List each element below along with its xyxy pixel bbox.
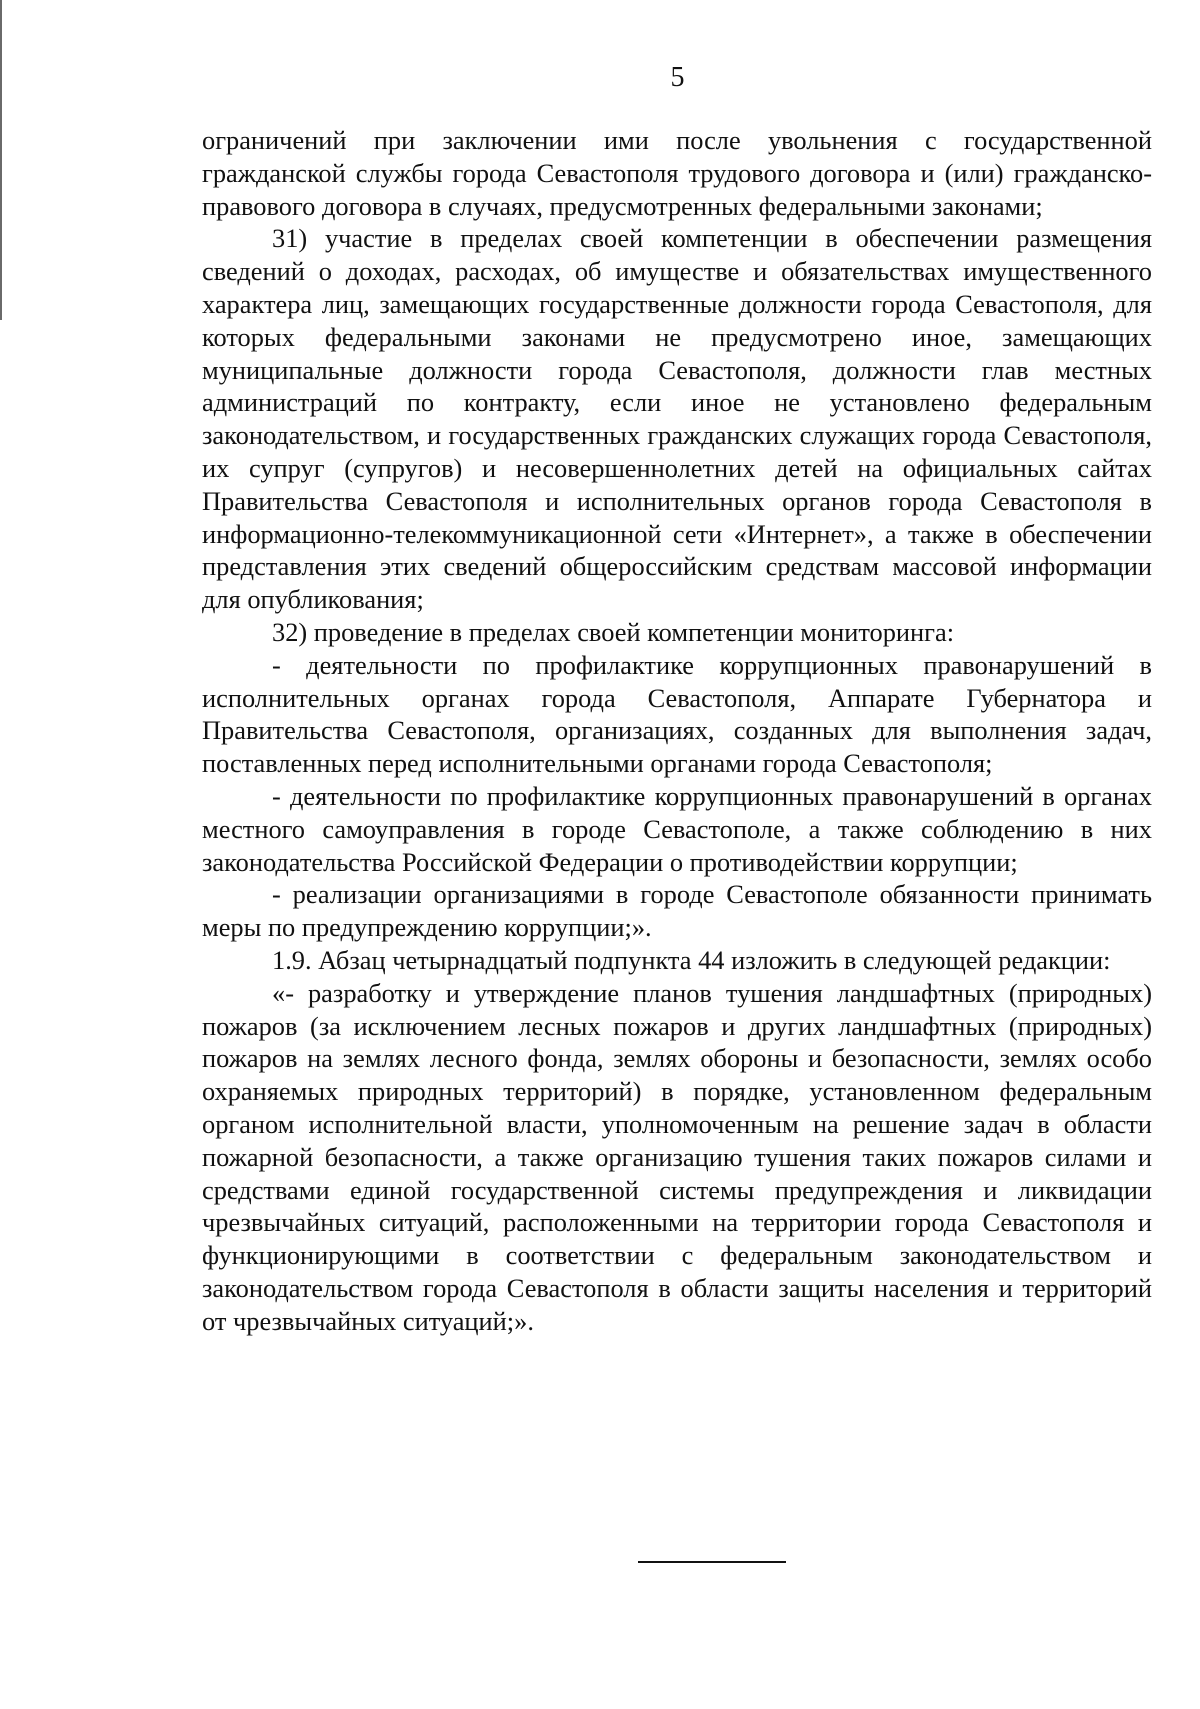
page-number: 5 bbox=[670, 62, 685, 93]
paragraph-continuation: ограничений при заключении ими после увольнения с государственной гражданской службы города Севастополя трудового договора и (или) гражданско-правового договора в случаях, предусмотренных федеральными законами; bbox=[202, 125, 1152, 221]
paragraph-monitoring-local: - деятельности по профилактике коррупционных правонарушений в органах местного самоуправления в городе Севастополе, а также соблюдению в них законодательства Российской Федерации о противодействии коррупции; bbox=[202, 780, 1152, 877]
paragraph-monitoring-executive: - деятельности по профилактике коррупционных правонарушений в исполнительных органах города Севастополя, Аппарате Губернатора и Правительства Севастополя, организациях, созданных для выполнения задач, поставленных перед исполнительными органами города Севастополя; bbox=[202, 649, 1152, 779]
paragraph-amendment-1-9: 1.9. Абзац четырнадцатый подпункта 44 изложить в следующей редакции: bbox=[272, 944, 1111, 975]
paragraph-item-32: 32) проведение в пределах своей компетенции мониторинга: bbox=[272, 616, 955, 647]
paragraph-item-31: 31) участие в пределах своей компетенции в обеспечении размещения сведений о доходах, расходах, об имуществе и обязательствах имущественного характера лиц, замещающих государственные должности города Севастополя, для которых федеральными законами не предусмотрено иное, замещающих муниципальные должности города Севастополя, должности глав местных администраций по контракту, если иное не установлено федеральным законодательством, и государственных гражданских служащих города Севастополя, их супруг (супругов) и несовершеннолетних детей на официальных сайтах Правительства Севастополя и исполнительных органов города Севастополя в информационно-телекоммуникационной сети «Интернет», а также в обеспечении представления этих сведений общероссийским средствам массовой информации для опубликования; bbox=[202, 223, 1152, 615]
document-body bbox=[202, 124, 1152, 1337]
paragraph-monitoring-organizations: - реализации организациями в городе Севастополе обязанности принимать меры по предупреждению коррупции;». bbox=[202, 879, 1152, 943]
end-rule bbox=[638, 1561, 786, 1563]
scan-edge-mark bbox=[0, 0, 2, 320]
paragraph-amendment-text: «- разработку и утверждение планов тушения ландшафтных (природных) пожаров (за исключением лесных пожаров и других ландшафтных (природных) пожаров на землях лесного фонда, землях обороны и безопасности, землях особо охраняемых природных территорий) в порядке, установленном федеральным органом исполнительной власти, уполномоченным на решение задач в области пожарной безопасности, а также организацию тушения таких пожаров силами и средствами единой государственной системы предупреждения и ликвидации чрезвычайных ситуаций, расположенными на территории города Севастополя и функционирующими в соответствии с федеральным законодательством и законодательством города Севастополя в области защиты населения и территорий от чрезвычайных ситуаций;». bbox=[202, 977, 1152, 1336]
